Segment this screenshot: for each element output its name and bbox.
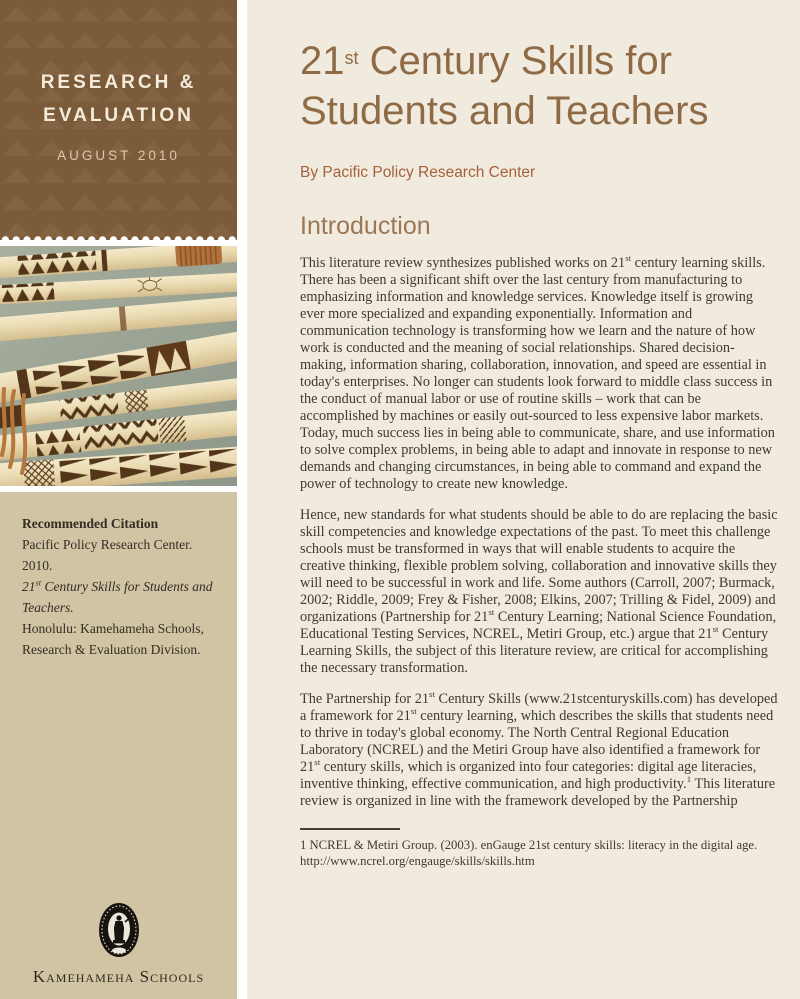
citation-line: Pacific Policy Research Center. 2010. xyxy=(22,537,193,573)
banner-title-line1: RESEARCH & xyxy=(40,72,197,93)
banner-date: AUGUST 2010 xyxy=(57,148,180,163)
footnote-text: 1 NCREL & Metiri Group. (2003). enGauge 21st century skills: literacy in the digital age. http://www.ncrel.org/engauge/skills/skills.htm xyxy=(300,838,758,868)
kapa-beaters-photo xyxy=(0,241,237,486)
kamehameha-logo-block xyxy=(0,902,237,987)
citation-line: Research & Evaluation Division. xyxy=(22,642,201,657)
paragraph-3: The Partnership for 21st Century Skills (www.21stcenturyskills.com) has developed a framework for 21st century learning, which describes the skills that students need to thrive in today's global economy. The North Central Regional Education Laboratory (NCREL) and the Metiri Group have also identified a framework for 21st century skills, which is organized into four categories: digital age literacies, inventive thinking, effective communication, and high productivity.$^1$ This literature review is organized in line with the framework developed by the Partnership xyxy=(300,689,778,809)
paragraph-1: This literature review synthesizes published works on 21st century learning skills. There has been a significant shift over the last century from manufacturing to emphasizing information and knowledge services. Knowledge itself is growing ever more specialized and expanding exponentially. Information and communication technology is transforming how we learn and the nature of how work is conducted and the meaning of social relationships. Shared decision-making, information sharing, collaboration, innovation, and speed are essential in today's enterprises. No longer can students look forward to middle class success in the conduct of manual labor or use of routine skills – work that can be accomplished by machines or easily out-sourced to less expensive labor markets. Today, much success lies in being able to communicate, share, and use information to solve complex problems, in being able to adapt and innovate in response to new demands and changing circumstances, in being able to command and expand the power of technology to create new knowledge. xyxy=(300,253,775,492)
logo-wordmark: Kamehameha Schools xyxy=(32,967,205,986)
perforation-edge-icon xyxy=(0,233,237,246)
page-title xyxy=(300,36,764,136)
section-heading-introduction: Introduction xyxy=(300,212,431,240)
sidebar xyxy=(0,0,237,999)
citation-line-italic-title: 21st Century Skills for Students and Teachers. xyxy=(22,578,213,615)
seal-logo-icon xyxy=(98,902,140,958)
citation-heading: Recommended Citation xyxy=(22,516,159,531)
citation-line: Honolulu: Kamehameha Schools, xyxy=(22,621,204,636)
main-content-panel xyxy=(247,0,800,999)
recommended-citation-block xyxy=(0,492,237,660)
banner-title-line2: EVALUATION xyxy=(43,105,194,126)
footnote-rule xyxy=(300,828,400,830)
paragraph-2: Hence, new standards for what students should be able to do are replacing the basic skill competencies and knowledge expectations of the past. To meet this challenge schools must be transformed in ways that will enable students to acquire the creative thinking, flexible problem solving, collaboration and innovative skills they will need to be successful in work and life. Some authors (Carroll, 2007; Burmack, 2002; Riddle, 2009; Frey & Fisher, 2008; Elkins, 2007; Trilling & Fidel, 2009) and organizations (Partnership for 21st Century Learning; National Science Foundation, Educational Testing Services, NCREL, Metiri Group, etc.) argue that 21st Century Learning Skills, the subject of this literature review, are critical for accomplishing the necessary transformation. xyxy=(300,507,778,676)
title-line-1: 21st Century Skills for xyxy=(300,39,672,83)
title-line-2: Students and Teachers xyxy=(300,89,709,133)
sidebar-banner xyxy=(0,0,237,241)
byline: By Pacific Policy Research Center xyxy=(300,164,536,181)
body-copy xyxy=(300,255,778,810)
sidebar-lower-panel xyxy=(0,492,237,999)
